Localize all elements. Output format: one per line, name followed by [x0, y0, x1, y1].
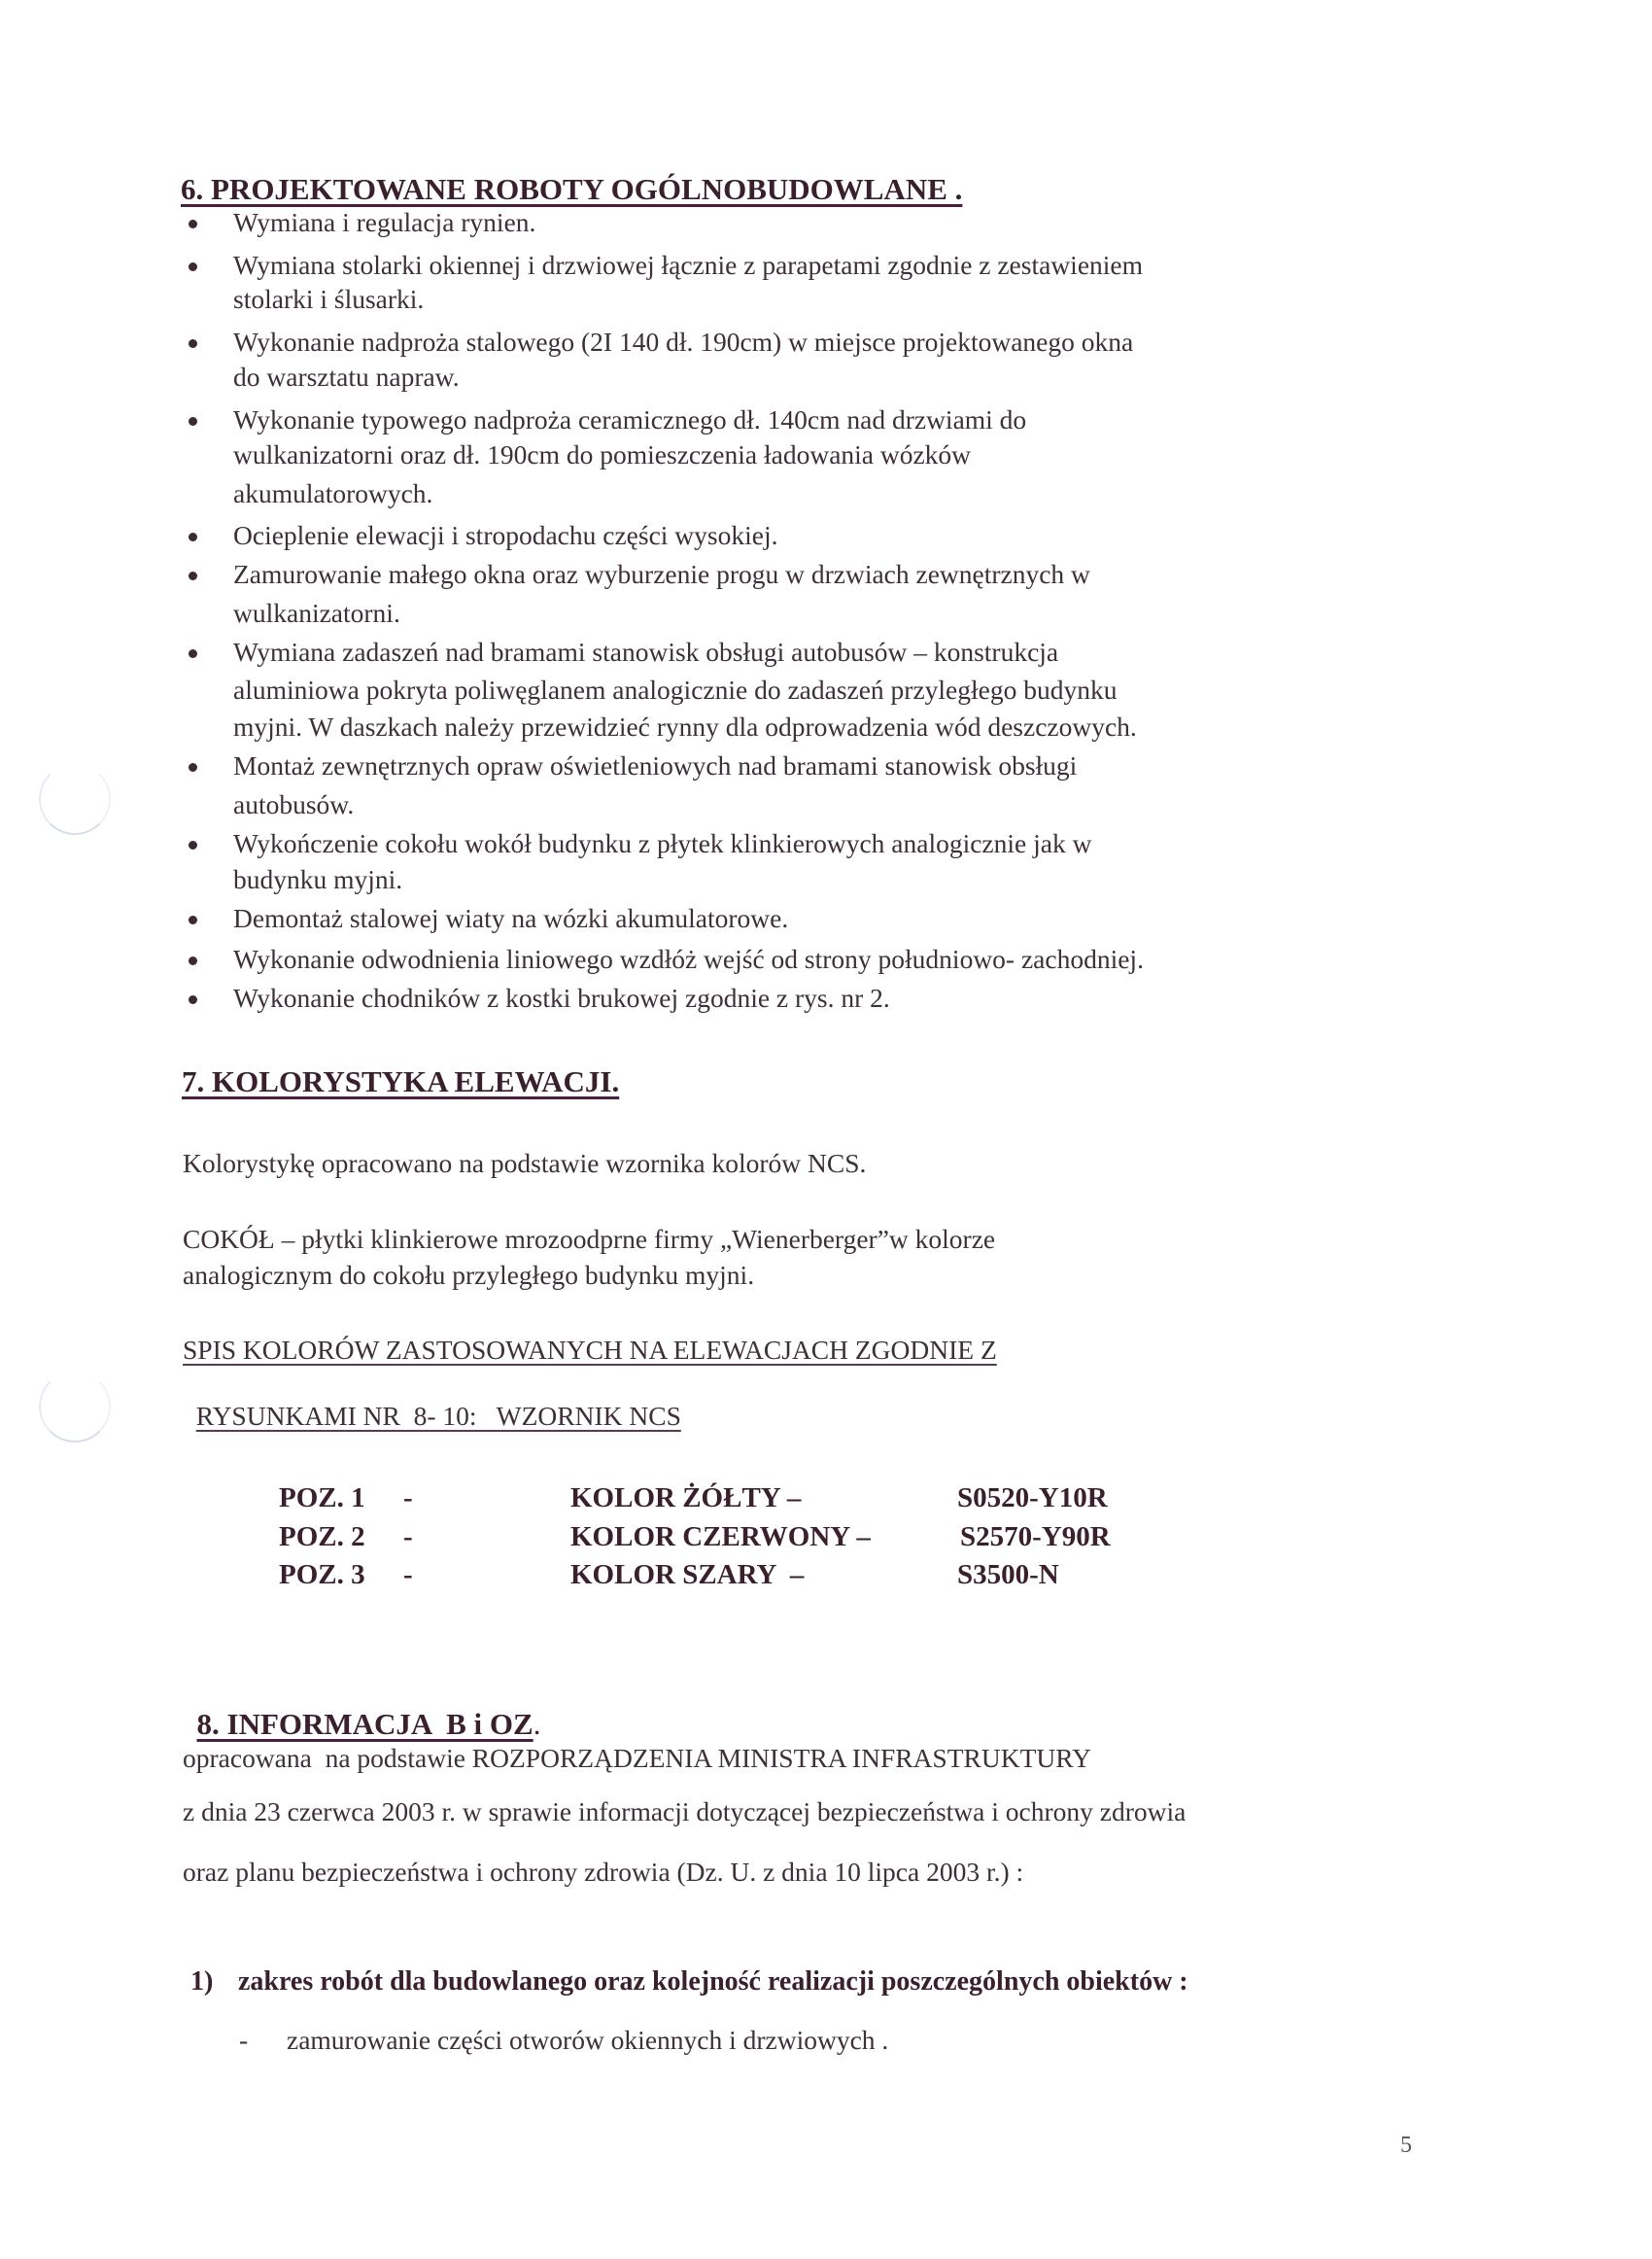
- spis-heading-text-2: RYSUNKAMI NR 8- 10: WZORNIK NCS: [195, 1400, 681, 1431]
- section-7-title: [182, 1066, 619, 1096]
- color-code: S2570-Y90R: [960, 1521, 1111, 1552]
- color-name: KOLOR ŻÓŁTY –: [570, 1482, 802, 1513]
- bullet-item-text: Wykonanie typowego nadproża ceramicznego dł. 140cm nad drzwiami do: [233, 404, 1027, 434]
- spis-heading-line-2: [183, 1375, 681, 1429]
- section-8-title-text: 8. INFORMACJA B i OZ: [196, 1707, 533, 1741]
- bullet-icon: [189, 956, 197, 965]
- section-6-title: [181, 174, 962, 204]
- bullet-item-text: Ocieplenie elewacji i stropodachu części wysokiej.: [233, 520, 778, 550]
- spis-heading-line-1: [183, 1337, 997, 1364]
- bullet-icon: [189, 841, 197, 850]
- bullet-item-text: wulkanizatorni oraz dł. 190cm do pomieszczenia ładowania wózków: [233, 439, 972, 469]
- color-pos: POZ. 2: [279, 1521, 365, 1552]
- subitem-text: zamurowanie części otworów okiennych i drzwiowych .: [287, 2025, 889, 2055]
- punch-hole-mark: [39, 1371, 111, 1442]
- bullet-item-text: Wymiana stolarki okiennej i drzwiowej łącznie z parapetami zgodnie z zestawieniem: [233, 250, 1144, 280]
- bullet-item-text: aluminiowa pokryta poliwęglanem analogicznie do zadaszeń przyległego budynku: [233, 675, 1118, 705]
- bullet-item-text: Montaż zewnętrznych opraw oświetleniowych nad bramami stanowisk obsługi: [233, 750, 1078, 781]
- bullet-item-text: myjni. W daszkach należy przewidzieć rynny dla odprowadzenia wód deszczowych.: [233, 712, 1137, 742]
- section-6-title-text: 6. PROJEKTOWANE ROBOTY OGÓLNOBUDOWLANE .: [181, 172, 963, 206]
- subitem-dash: -: [239, 2025, 249, 2055]
- bullet-item-text: do warsztatu napraw.: [233, 362, 460, 392]
- bullet-icon: [189, 763, 197, 772]
- color-pos: POZ. 1: [279, 1482, 365, 1513]
- bullet-item-text: Wymiana i regulacja rynien.: [233, 207, 536, 237]
- color-pos: POZ. 3: [279, 1559, 365, 1590]
- bullet-item-text: autobusów.: [233, 789, 355, 819]
- bullet-icon: [189, 417, 197, 426]
- section-8-title: [182, 1679, 540, 1739]
- bullet-item-text: budynku myjni.: [233, 864, 403, 894]
- cokol-line-2: analogicznym do cokołu przyległego budynku myjni.: [183, 1260, 755, 1290]
- bullet-icon: [189, 649, 197, 658]
- bullet-icon: [189, 995, 197, 1004]
- bullet-item-text: Wykonanie nadproża stalowego (2I 140 dł. 190cm) w miejsce projektowanego okna: [233, 327, 1134, 357]
- cokol-line-1: COKÓŁ – płytki klinkierowe mrozoodprne firmy „Wienerberger”w kolorze: [183, 1224, 996, 1254]
- bullet-item-text: Wykończenie cokołu wokół budynku z płytek klinkierowych analogicznie jak w: [233, 828, 1092, 858]
- section-7-intro: Kolorystykę opracowano na podstawie wzornika kolorów NCS.: [183, 1148, 867, 1178]
- section-7-title-text: 7. KOLORYSTYKA ELEWACJI.: [182, 1064, 620, 1098]
- bullet-item-text: Wykonanie odwodnienia liniowego wzdłóż wejść od strony południowo- zachodniej.: [233, 944, 1144, 974]
- spis-heading-text-1: SPIS KOLORÓW ZASTOSOWANYCH NA ELEWACJACH ZGODNIE Z: [183, 1335, 997, 1365]
- bullet-item-text: akumulatorowych.: [233, 478, 433, 508]
- bullet-icon: [189, 572, 197, 580]
- color-name: KOLOR CZERWONY –: [570, 1521, 871, 1552]
- bullet-icon: [189, 533, 197, 541]
- color-code: S0520-Y10R: [957, 1482, 1108, 1513]
- section-8-line-3: oraz planu bezpieczeństwa i ochrony zdrowia (Dz. U. z dnia 10 lipca 2003 r.) :: [183, 1857, 1024, 1887]
- bullet-item-text: Wymiana zadaszeń nad bramami stanowisk obsługi autobusów – konstrukcja: [233, 637, 1059, 667]
- page-number: 5: [1400, 2133, 1412, 2158]
- point-1-number: 1): [190, 1966, 214, 1997]
- bullet-icon: [189, 339, 197, 348]
- point-1-text: zakres robót dla budowlanego oraz kolejność realizacji poszczególnych obiektów :: [238, 1966, 1188, 1997]
- color-dash: -: [403, 1559, 413, 1590]
- color-name: KOLOR SZARY –: [570, 1559, 805, 1590]
- section-8-title-period: .: [533, 1707, 541, 1741]
- color-code: S3500-N: [957, 1559, 1059, 1590]
- color-dash: -: [403, 1521, 413, 1552]
- bullet-icon: [189, 262, 197, 271]
- color-dash: -: [403, 1482, 413, 1513]
- bullet-item-text: wulkanizatorni.: [233, 598, 400, 628]
- bullet-item-text: Wykonanie chodników z kostki brukowej zgodnie z rys. nr 2.: [233, 983, 890, 1013]
- bullet-item-text: stolarki i ślusarki.: [233, 284, 425, 314]
- bullet-icon: [189, 916, 197, 924]
- section-8-line-1: opracowana na podstawie ROZPORZĄDZENIA MINISTRA INFRASTRUKTURY: [183, 1743, 1091, 1773]
- bullet-item-text: Zamurowanie małego okna oraz wyburzenie progu w drzwiach zewnętrznych w: [233, 559, 1090, 589]
- punch-hole-mark: [39, 763, 111, 835]
- bullet-icon: [189, 220, 197, 228]
- section-8-line-2: z dnia 23 czerwca 2003 r. w sprawie informacji dotyczącej bezpieczeństwa i ochrony zdrowia: [183, 1796, 1187, 1826]
- bullet-item-text: Demontaż stalowej wiaty na wózki akumulatorowe.: [233, 903, 789, 933]
